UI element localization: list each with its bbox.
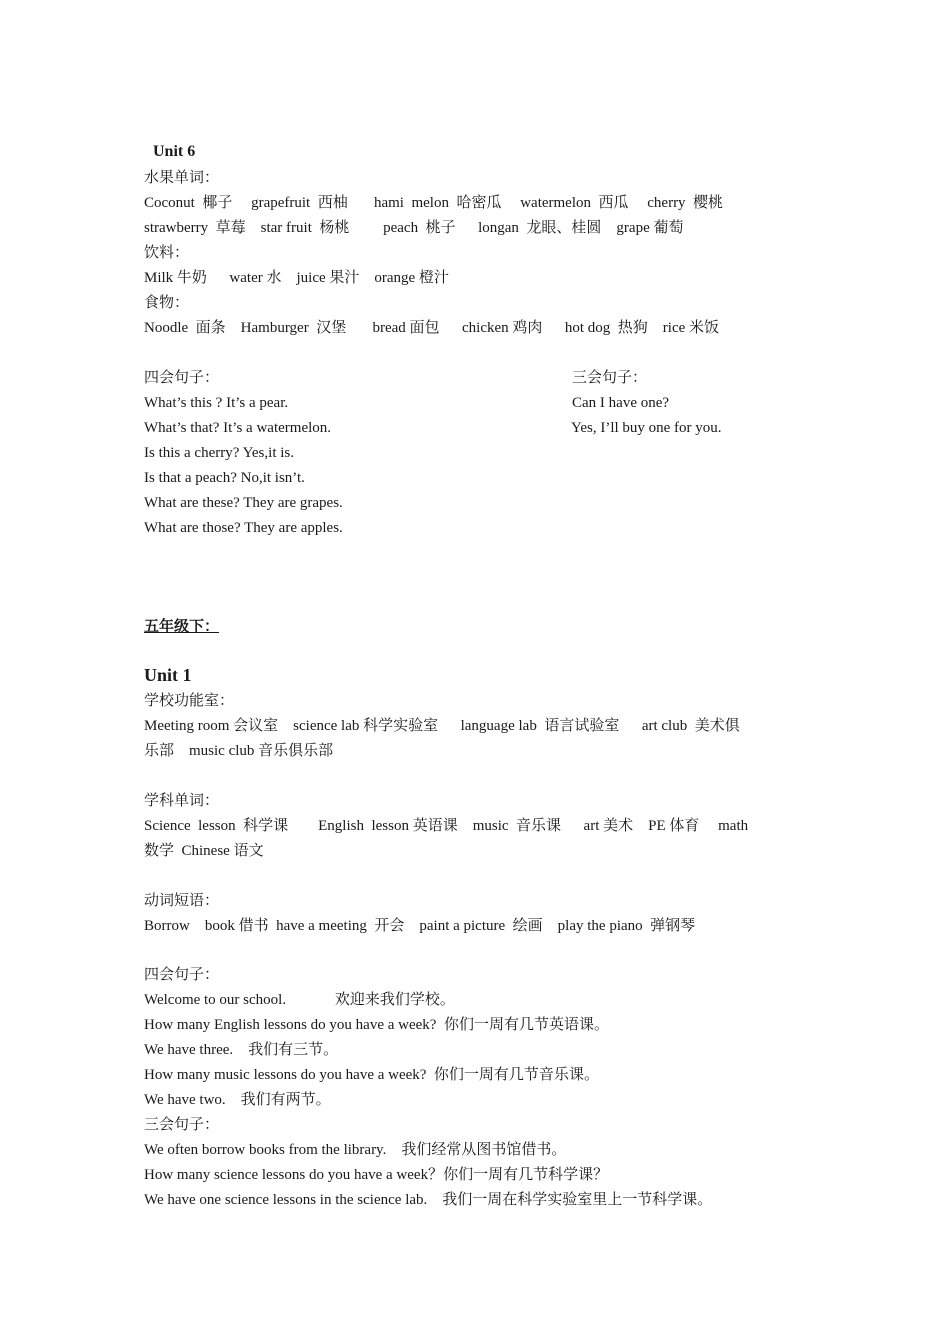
sentence-line: How many music lessons do you have a week? 你们一周有几节音乐课。 (144, 1067, 599, 1083)
sentence-line: What are these? They are grapes. (144, 495, 343, 511)
subjects-words-line-1: Science lesson 科学课 English lesson 英语课 music 音乐课 art 美术 PE 体育 math (144, 818, 749, 834)
three-skill-sentences-label: 三会句子： (572, 370, 648, 386)
sentence-line: We have two. 我们有两节。 (144, 1092, 331, 1108)
sentence-line: What’s this ? It’s a pear. (144, 395, 289, 411)
rooms-words-line-1: Meeting room 会议室 science lab 科学实验室 language lab 语言试验室 art club 美术俱 (144, 718, 740, 734)
subjects-label: 学科单词： (144, 793, 220, 809)
fruit-words-line-1: Coconut 椰子 grapefruit 西柚 hami melon 哈密瓜 watermelon 西瓜 cherry 樱桃 (144, 195, 724, 211)
sentence-line: Can I have one? (572, 395, 670, 411)
rooms-label: 学校功能室： (144, 693, 235, 709)
sentence-line: Yes, I’ll buy one for you. (571, 420, 722, 436)
sentence-line: Welcome to our school. 欢迎来我们学校。 (144, 992, 455, 1008)
unit1-title: Unit 1 (144, 665, 192, 685)
sentence-line: We have one science lessons in the science lab. 我们一周在科学实验室里上一节科学课。 (144, 1192, 713, 1208)
fruit-label: 水果单词： (144, 170, 220, 186)
sentence-line: Is this a cherry? Yes,it is. (144, 445, 294, 461)
subjects-words-line-2: 数学 Chinese 语文 (144, 843, 264, 859)
drink-label: 饮料： (144, 245, 190, 261)
sentence-line: Is that a peach? No,it isn’t. (144, 470, 305, 486)
sentence-line: We often borrow books from the library. 我们经常从图书馆借书。 (144, 1142, 567, 1158)
unit6-title: Unit 6 (153, 143, 196, 160)
food-words: Noodle 面条 Hamburger 汉堡 bread 面包 chicken 鸡肉 hot dog 热狗 rice 米饭 (144, 320, 720, 336)
three-skill-sentences-label: 三会句子： (144, 1117, 220, 1133)
sentence-line: What’s that? It’s a watermelon. (144, 420, 332, 436)
verb-phrases: Borrow book 借书 have a meeting 开会 paint a picture 绘画 play the piano 弹钢琴 (144, 918, 696, 934)
grade5-heading: 五年级下： (144, 619, 220, 635)
sentence-line: How many science lessons do you have a week？你们一周有几节科学课？ (144, 1167, 609, 1183)
verb-phrases-label: 动词短语： (144, 893, 220, 909)
rooms-words-line-2: 乐部 music club 音乐俱乐部 (144, 743, 334, 759)
food-label: 食物： (144, 295, 190, 311)
four-skill-sentences-label: 四会句子： (144, 967, 220, 983)
fruit-words-line-2: strawberry 草莓 star fruit 杨桃 peach 桃子 longan 龙眼、桂圆 grape 葡萄 (144, 220, 684, 236)
four-skill-sentences-label: 四会句子： (144, 370, 220, 386)
sentence-line: We have three. 我们有三节。 (144, 1042, 339, 1058)
sentence-line: How many English lessons do you have a week? 你们一周有几节英语课。 (144, 1017, 609, 1033)
sentence-line: What are those? They are apples. (144, 520, 343, 536)
drink-words: Milk 牛奶 water 水 juice 果汁 orange 橙汁 (144, 270, 449, 286)
